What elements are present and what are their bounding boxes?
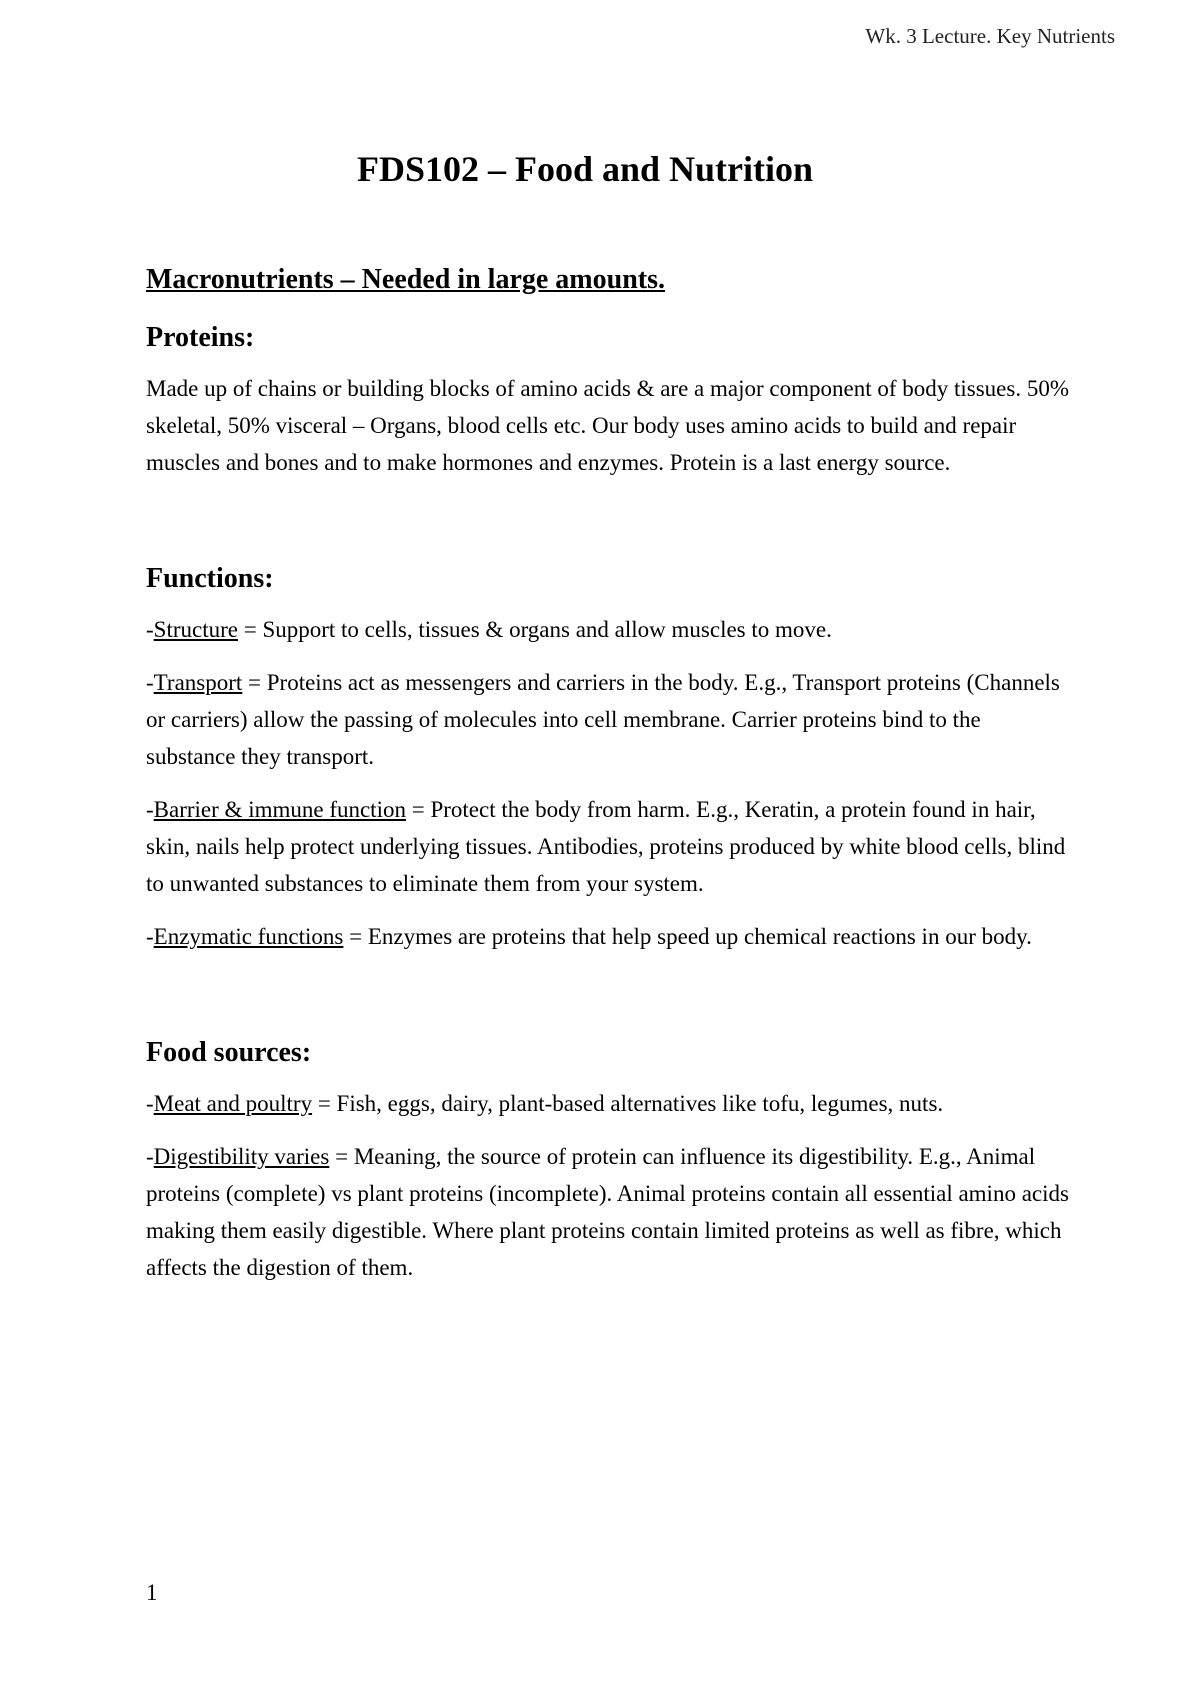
food-source-item-prefix: - — [146, 1091, 154, 1116]
function-item-enzymatic — [146, 918, 1071, 955]
function-term-structure: Structure — [153, 617, 238, 642]
function-term-barrier-immune: Barrier & immune function — [153, 797, 406, 822]
function-item-prefix: - — [146, 670, 154, 695]
proteins-intro-paragraph: Made up of chains or building blocks of amino acids & are a major component of body tissues. 50% skeletal, 50% visceral – Organs, blood cells etc. Our body uses amino acids to build and repair muscles and bones and to make hormones and enzymes. Protein is a last energy source. — [146, 376, 1069, 475]
function-item-structure — [146, 611, 1071, 648]
food-source-item-digestibility — [146, 1138, 1071, 1286]
running-header: Wk. 3 Lecture. Key Nutrients — [865, 24, 1115, 48]
food-source-item-prefix: - — [146, 1144, 154, 1169]
food-sources-heading: Food sources: — [146, 1037, 312, 1068]
document-title: FDS102 – Food and Nutrition — [356, 149, 814, 189]
food-source-term-meat-poultry: Meat and poultry — [153, 1091, 313, 1116]
function-item-transport — [146, 664, 1071, 775]
function-item-prefix: - — [146, 617, 154, 642]
food-source-term-digestibility: Digestibility varies — [153, 1144, 330, 1169]
function-description-enzymatic: = Enzymes are proteins that help speed up chemical reactions in our body. — [343, 924, 1032, 949]
function-term-transport: Transport — [153, 670, 243, 695]
function-description-structure: = Support to cells, tissues & organs and allow muscles to move. — [237, 617, 832, 642]
proteins-heading: Proteins: — [146, 322, 255, 353]
functions-heading: Functions: — [146, 563, 274, 594]
food-source-description-meat-poultry: = Fish, eggs, dairy, plant-based alternatives like tofu, legumes, nuts. — [312, 1091, 944, 1116]
document-body — [146, 262, 1071, 1302]
food-source-item-meat-poultry — [146, 1085, 1071, 1122]
macronutrients-heading: Macronutrients – Needed in large amounts. — [146, 264, 665, 295]
function-term-enzymatic: Enzymatic functions — [153, 924, 344, 949]
function-item-prefix: - — [146, 924, 154, 949]
function-item-barrier-immune — [146, 791, 1071, 902]
page-number: 1 — [146, 1580, 158, 1605]
function-item-prefix: - — [146, 797, 154, 822]
function-description-transport: = Proteins act as messengers and carriers in the body. E.g., Transport proteins (Channels or carriers) allow the passing of molecules into cell membrane. Carrier proteins bind to the substance they transport. — [146, 670, 1060, 769]
function-description-barrier-immune: = Protect the body from harm. E.g., Keratin, a protein found in hair, skin, nails help protect underlying tissues. Antibodies, proteins produced by white blood cells, blind to unwanted substances to eliminate them from your system. — [146, 797, 1066, 896]
food-source-description-digestibility: = Meaning, the source of protein can influence its digestibility. E.g., Animal proteins (complete) vs plant proteins (incomplete). Animal proteins contain all essential amino acids making them easily digestible. Where plant proteins contain limited proteins as well as fibre, which affects the digestion of them. — [146, 1144, 1069, 1280]
